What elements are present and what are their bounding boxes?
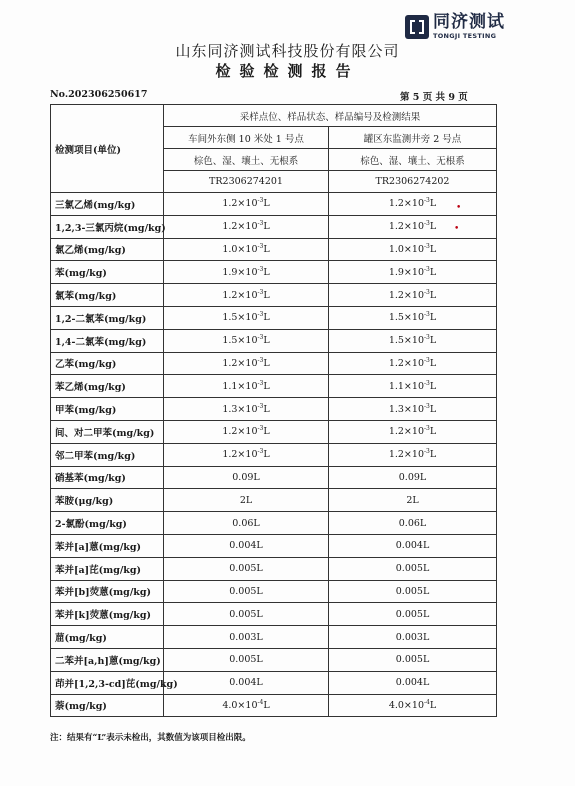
result-value: 1.2×10 [388,221,424,233]
sample-1-result [164,557,329,580]
result-flag: L [429,198,437,210]
result-exponent: -3 [424,220,430,228]
test-item-name: 硝基苯(mg/kg) [51,466,164,489]
sample-1-result [164,398,329,421]
test-item-name: 邻二甲苯(mg/kg) [51,443,164,466]
report-title: 检验检测报告 [215,62,360,80]
test-item-name: 三氯乙烯(mg/kg) [51,193,164,216]
sample-1-result [164,193,329,216]
test-item-name: 2-氯酚(mg/kg) [51,512,164,535]
sample-2-result [329,694,497,717]
footnote: 注：结果有“L”表示未检出，其数值为该项目检出限。 [50,733,251,743]
result-value: 1.2×10 [388,426,424,438]
sample-1-result [164,671,329,694]
sample-2-result [329,512,497,535]
result-value: 0.003L [229,631,263,643]
result-exponent: -3 [424,448,430,455]
result-value: 1.1×10 [222,380,258,392]
test-item-name: 1,2-二氯苯(mg/kg) [51,306,164,329]
results-group-header: 采样点位、样品状态、样品编号及检测结果 [164,105,497,127]
logo-text: 同济测试 [433,12,505,32]
result-value: 1.5×10 [388,335,424,347]
test-item-name: 二苯并[a,h]蒽(mg/kg) [51,648,164,671]
result-flag: L [429,449,437,461]
result-value: 0.003L [395,631,430,643]
result-flag: L [263,426,270,438]
result-flag: L [263,289,270,301]
result-flag: L [429,357,437,369]
sample-1-id: TR2306274201 [164,171,329,193]
pen-mark: • [456,203,462,213]
table-row [51,284,497,307]
sample-2-result [329,306,497,329]
result-flag: L [429,266,437,278]
result-value: 2L [406,494,419,506]
sample-2-result [329,352,497,375]
result-value: 0.005L [229,654,263,666]
result-flag: L [263,699,270,711]
result-exponent: -3 [424,379,430,387]
result-value: 1.5×10 [222,312,258,324]
sample-2-result [329,193,497,216]
result-exponent: -3 [257,334,264,342]
result-flag: L [429,699,437,711]
result-flag: L [263,357,270,369]
result-value: 1.0×10 [222,243,258,255]
table-row [51,193,497,216]
test-item-name: 1,2,3-三氯丙烷(mg/kg) [51,215,164,238]
sample-2-result [329,284,497,307]
result-flag: L [263,380,270,392]
sample-2-state: 棕色、湿、壤土、无根系 [329,149,497,171]
table-row [51,489,497,512]
table-row [51,557,497,580]
sample-2-result [329,443,497,466]
sample-2-result [329,215,497,238]
result-flag: L [429,312,437,324]
result-value: 0.004L [229,677,263,689]
result-exponent: -3 [424,402,430,410]
result-value: 0.004L [395,677,430,689]
sample-1-result [164,580,329,603]
page-info: 第 5 页 共 9 页 [400,92,468,103]
sample-1-result [164,648,329,671]
table-row [51,648,497,671]
sample-1-result [164,694,329,717]
result-exponent: -3 [424,265,430,273]
table-row [51,443,497,466]
result-value: 1.2×10 [388,198,424,210]
pen-mark: • [454,224,460,234]
result-flag: L [429,403,437,415]
sample-1-result [164,352,329,375]
result-exponent: -3 [257,356,264,364]
report-number: No.202306250617 [50,89,148,100]
table-row [51,466,497,489]
logo-subtext: TONGJI TESTING [433,32,497,40]
table-row [51,375,497,398]
result-value: 1.2×10 [222,289,258,301]
result-exponent: -3 [257,425,264,433]
result-flag: L [429,335,437,347]
sample-2-result [329,603,497,626]
table-row [51,603,497,626]
sample-1-result [164,329,329,352]
result-value: 0.005L [395,654,430,666]
result-value: 0.06L [398,517,427,529]
sample-2-result [329,238,497,261]
result-value: 1.9×10 [222,266,258,278]
result-value: 1.9×10 [388,266,424,278]
test-item-name: 间、对二甲苯(mg/kg) [51,420,164,443]
result-value: 1.2×10 [388,289,424,301]
result-exponent: -3 [424,242,430,250]
result-value: 2L [239,494,253,506]
result-exponent: -3 [257,448,264,455]
result-value: 0.005L [229,608,263,620]
sample-2-result [329,671,497,694]
result-value: 1.2×10 [222,198,258,210]
test-item-name: 苯(mg/kg) [51,261,164,284]
result-value: 1.0×10 [388,243,424,255]
result-flag: L [263,403,270,415]
results-table [50,104,497,717]
result-value: 0.005L [229,563,263,575]
sample-2-result [329,420,497,443]
result-exponent: -3 [424,288,430,296]
table-row [51,215,497,238]
table-row [51,352,497,375]
result-exponent: -3 [257,402,264,410]
sample-1-location: 车间外东侧 10 米处 1 号点 [164,127,329,149]
result-exponent: -3 [257,197,264,205]
result-exponent: -3 [257,379,264,387]
result-flag: L [263,198,270,210]
sample-2-result [329,398,497,421]
result-value: 4.0×10 [388,699,424,711]
result-exponent: -3 [257,265,264,273]
test-item-name: 苯并[k]荧蒽(mg/kg) [51,603,164,626]
sample-2-result [329,329,497,352]
result-flag: L [263,335,270,347]
result-flag: L [429,426,437,438]
sample-1-result [164,420,329,443]
test-item-name: 乙苯(mg/kg) [51,352,164,375]
sample-1-result [164,534,329,557]
test-item-name: 萘(mg/kg) [51,694,164,717]
sample-1-result [164,306,329,329]
sample-1-result [164,626,329,649]
test-item-name: 氯乙烯(mg/kg) [51,238,164,261]
result-exponent: -3 [424,425,430,433]
result-value: 0.09L [232,471,260,483]
test-item-name: 苯并[a]芘(mg/kg) [51,557,164,580]
result-value: 1.5×10 [222,335,258,347]
sample-1-result [164,443,329,466]
sample-2-result [329,489,497,512]
table-row [51,626,497,649]
result-value: 1.2×10 [388,449,424,461]
sample-1-result [164,375,329,398]
result-flag: L [263,449,270,461]
logo-icon [405,15,429,39]
sample-2-id: TR2306274202 [329,171,497,193]
sample-2-result [329,261,497,284]
result-exponent: -3 [257,220,264,228]
result-value: 0.06L [232,517,260,529]
result-value: 1.2×10 [388,357,424,369]
sample-2-result [329,580,497,603]
result-value: 0.004L [229,540,263,552]
sample-2-result [329,557,497,580]
result-value: 0.005L [395,585,430,597]
result-flag: L [263,266,270,278]
result-value: 4.0×10 [222,699,258,711]
result-exponent: -3 [424,311,430,319]
company-name: 山东同济测试科技股份有限公司 [175,42,400,60]
table-row [51,694,497,717]
table-row [51,238,497,261]
test-item-name: 茚并[1,2,3-cd]芘(mg/kg) [51,671,164,694]
sample-1-result [164,466,329,489]
result-value: 1.1×10 [388,380,424,392]
result-exponent: -4 [257,698,264,706]
result-value: 1.2×10 [222,449,258,461]
result-exponent: -3 [257,311,264,319]
test-item-name: 甲苯(mg/kg) [51,398,164,421]
sample-1-result [164,284,329,307]
table-row [51,261,497,284]
sample-2-result [329,375,497,398]
result-value: 1.2×10 [222,221,258,233]
test-item-name: 苯胺(μg/kg) [51,489,164,512]
result-exponent: -3 [424,334,430,342]
sample-1-result [164,489,329,512]
sample-2-result [329,626,497,649]
sample-1-result [164,261,329,284]
test-item-name: 苯并[a]蒽(mg/kg) [51,534,164,557]
table-row [51,534,497,557]
result-flag: L [429,243,437,255]
test-item-name: 氯苯(mg/kg) [51,284,164,307]
table-row [51,329,497,352]
table-row [51,420,497,443]
table-row [51,398,497,421]
result-flag: L [429,289,437,301]
sample-2-result [329,466,497,489]
result-flag: L [263,243,270,255]
test-item-name: 1,4-二氯苯(mg/kg) [51,329,164,352]
company-logo [405,14,505,40]
test-item-name: 䓛(mg/kg) [51,626,164,649]
sample-1-result [164,512,329,535]
item-column-header: 检测项目(单位) [51,105,164,193]
result-exponent: -3 [257,242,264,250]
result-value: 1.2×10 [222,357,258,369]
result-value: 0.005L [229,585,263,597]
result-value: 1.3×10 [222,403,258,415]
result-value: 1.3×10 [388,403,424,415]
result-exponent: -3 [424,356,430,364]
result-exponent: -3 [424,197,430,205]
sample-2-result [329,648,497,671]
result-value: 0.09L [398,471,427,483]
test-item-name: 苯乙烯(mg/kg) [51,375,164,398]
table-row [51,512,497,535]
result-value: 1.2×10 [222,426,258,438]
result-flag: L [263,312,270,324]
sample-2-result [329,534,497,557]
sample-1-state: 棕色、湿、壤土、无根系 [164,149,329,171]
result-exponent: -3 [257,288,264,296]
table-row [51,306,497,329]
sample-1-result [164,215,329,238]
result-flag: L [429,380,437,392]
result-exponent: -4 [424,698,430,706]
table-row [51,580,497,603]
result-flag: L [429,221,437,233]
result-flag: L [263,221,270,233]
result-value: 1.5×10 [388,312,424,324]
result-value: 0.005L [395,608,430,620]
sample-1-result [164,603,329,626]
test-item-name: 苯并[b]荧蒽(mg/kg) [51,580,164,603]
result-value: 0.004L [395,540,430,552]
sample-2-location: 罐区东监测井旁 2 号点 [329,127,497,149]
result-value: 0.005L [395,563,430,575]
sample-1-result [164,238,329,261]
table-row [51,671,497,694]
